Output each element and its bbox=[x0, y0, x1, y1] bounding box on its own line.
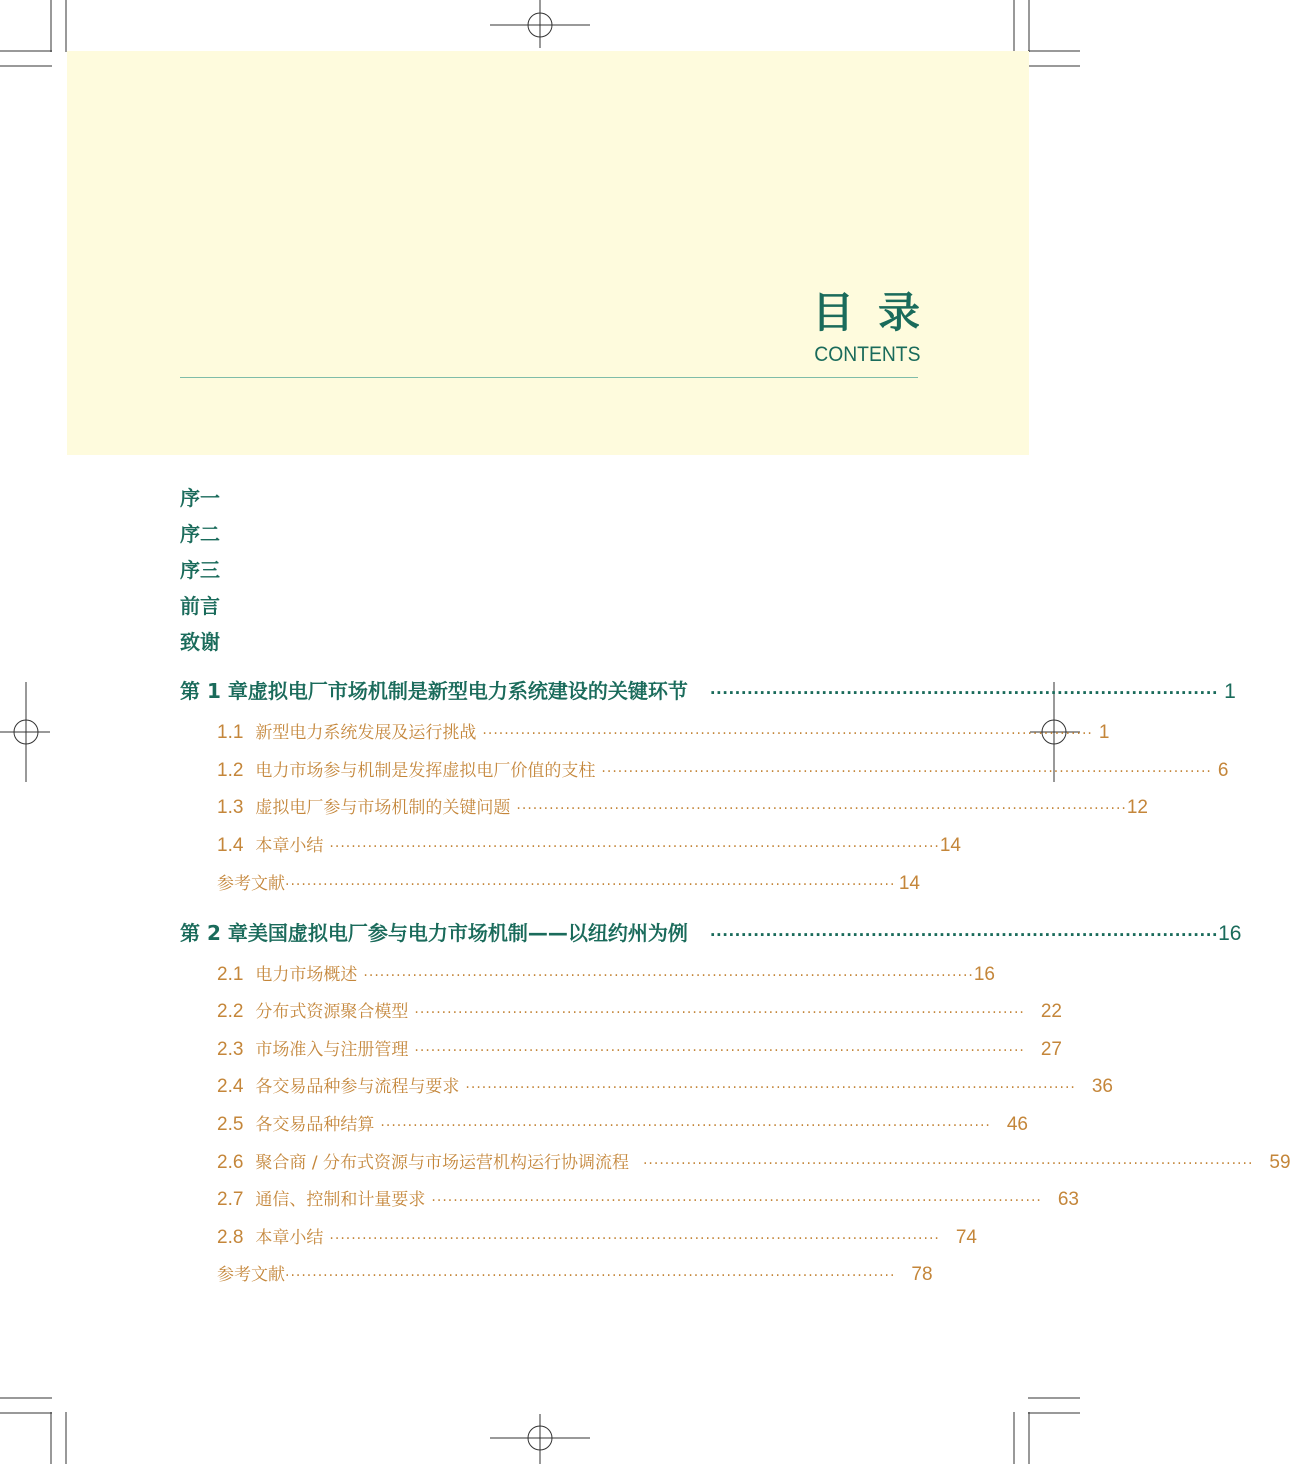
dot-leader: ················································································································ bbox=[482, 726, 1093, 742]
section-title: 市场准入与注册管理 bbox=[255, 1040, 409, 1060]
dot-leader: ················································································································ bbox=[414, 1043, 1025, 1059]
toc-section[interactable] bbox=[217, 756, 1229, 782]
section-number: 2.2 bbox=[217, 1001, 244, 1022]
section-number: 2.1 bbox=[217, 964, 244, 985]
toc-section[interactable] bbox=[217, 1110, 1028, 1136]
dot-leader: ················································································································ bbox=[516, 801, 1127, 817]
dot-leader: ················································································································ bbox=[642, 1156, 1254, 1172]
page-number: 1 bbox=[1224, 680, 1236, 703]
toc-section[interactable] bbox=[217, 960, 995, 986]
toc-section[interactable] bbox=[217, 869, 920, 895]
section-title: 本章小结 bbox=[255, 1228, 324, 1248]
toc-front-item[interactable]: 序三 bbox=[180, 558, 220, 582]
toc-section[interactable] bbox=[217, 1223, 977, 1249]
page-number: 46 bbox=[1006, 1114, 1028, 1135]
section-title: 分布式资源聚合模型 bbox=[255, 1002, 409, 1022]
section-number: 2.7 bbox=[217, 1189, 244, 1210]
toc-section[interactable] bbox=[217, 997, 1062, 1023]
title-rule bbox=[180, 377, 918, 378]
chapter-title: 美国虚拟电厂参与电力市场机制——以纽约州为例 bbox=[247, 921, 688, 945]
section-title: 各交易品种结算 bbox=[255, 1115, 375, 1135]
page-number: 16 bbox=[1218, 922, 1242, 945]
page-number: 59 bbox=[1269, 1152, 1291, 1173]
dot-leader: ················································································································ bbox=[431, 1193, 1042, 1209]
dot-leader: ················································································································ bbox=[329, 1231, 940, 1247]
section-number: 2.4 bbox=[217, 1076, 244, 1097]
chapter-title: 虚拟电厂市场机制是新型电力系统建设的关键环节 bbox=[247, 679, 688, 703]
section-number: 1.3 bbox=[217, 797, 244, 818]
page-number: 78 bbox=[911, 1264, 933, 1285]
toc-section[interactable] bbox=[217, 1072, 1113, 1098]
page-number: 1 bbox=[1098, 722, 1110, 743]
chapter-label: 第 1 章 bbox=[180, 679, 248, 703]
header-band bbox=[67, 51, 1029, 455]
toc-section[interactable] bbox=[217, 831, 961, 857]
dot-leader: ················································································································ bbox=[414, 1005, 1025, 1021]
section-title: 虚拟电厂参与市场机制的关键问题 bbox=[255, 798, 511, 818]
dot-leader: ················································································································ bbox=[285, 877, 896, 893]
toc-section[interactable] bbox=[217, 718, 1110, 744]
section-number: 1.2 bbox=[217, 760, 244, 781]
toc-section[interactable] bbox=[217, 1035, 1062, 1061]
page-number: 22 bbox=[1040, 1001, 1062, 1022]
section-title: 电力市场概述 bbox=[255, 965, 358, 985]
toc-chapter[interactable] bbox=[180, 675, 1236, 704]
dot-leader: ·················································································· bbox=[709, 926, 1219, 944]
page-number: 74 bbox=[955, 1227, 977, 1248]
page-number: 63 bbox=[1057, 1189, 1079, 1210]
section-number: 2.8 bbox=[217, 1227, 244, 1248]
page-number: 36 bbox=[1091, 1076, 1113, 1097]
section-number: 2.3 bbox=[217, 1039, 244, 1060]
dot-leader: ·················································································· bbox=[709, 684, 1219, 702]
section-number: 1.4 bbox=[217, 835, 244, 856]
chapter-label: 第 2 章 bbox=[180, 921, 248, 945]
page-title: 目录 bbox=[811, 288, 944, 337]
dot-leader: ················································································································ bbox=[363, 968, 974, 984]
toc-section[interactable] bbox=[217, 1260, 933, 1286]
section-number: 2.5 bbox=[217, 1114, 244, 1135]
toc-section[interactable] bbox=[217, 793, 1148, 819]
section-title: 新型电力系统发展及运行挑战 bbox=[255, 723, 477, 743]
toc-front-item[interactable]: 前言 bbox=[180, 594, 220, 618]
page-number: 14 bbox=[898, 873, 920, 894]
page-number: 6 bbox=[1217, 760, 1229, 781]
section-title: 电力市场参与机制是发挥虚拟电厂价值的支柱 bbox=[255, 761, 596, 781]
dot-leader: ················································································································ bbox=[380, 1118, 991, 1134]
section-title: 聚合商 / 分布式资源与市场运营机构运行协调流程 bbox=[255, 1153, 629, 1173]
page-number: 12 bbox=[1126, 797, 1148, 818]
page-subtitle: CONTENTS bbox=[813, 343, 920, 366]
toc-front-item[interactable]: 序二 bbox=[180, 522, 220, 546]
toc-section[interactable] bbox=[217, 1148, 1291, 1174]
section-title: 本章小结 bbox=[255, 836, 324, 856]
page-number: 14 bbox=[939, 835, 961, 856]
section-number: 1.1 bbox=[217, 722, 244, 743]
toc-section[interactable] bbox=[217, 1185, 1079, 1211]
section-title: 参考文献 bbox=[217, 874, 285, 894]
toc-front-item[interactable]: 序一 bbox=[180, 486, 220, 510]
dot-leader: ················································································································ bbox=[329, 839, 940, 855]
section-number: 2.6 bbox=[217, 1152, 244, 1173]
section-title: 通信、控制和计量要求 bbox=[255, 1190, 426, 1210]
page-number: 16 bbox=[973, 964, 995, 985]
dot-leader: ················································································································ bbox=[285, 1268, 896, 1284]
toc-chapter[interactable] bbox=[180, 917, 1242, 946]
toc-front-item[interactable]: 致谢 bbox=[180, 630, 220, 654]
section-title: 各交易品种参与流程与要求 bbox=[255, 1077, 460, 1097]
section-title: 参考文献 bbox=[217, 1265, 285, 1285]
dot-leader: ················································································································ bbox=[465, 1080, 1076, 1096]
dot-leader: ················································································································ bbox=[601, 764, 1212, 780]
page-number: 27 bbox=[1040, 1039, 1062, 1060]
